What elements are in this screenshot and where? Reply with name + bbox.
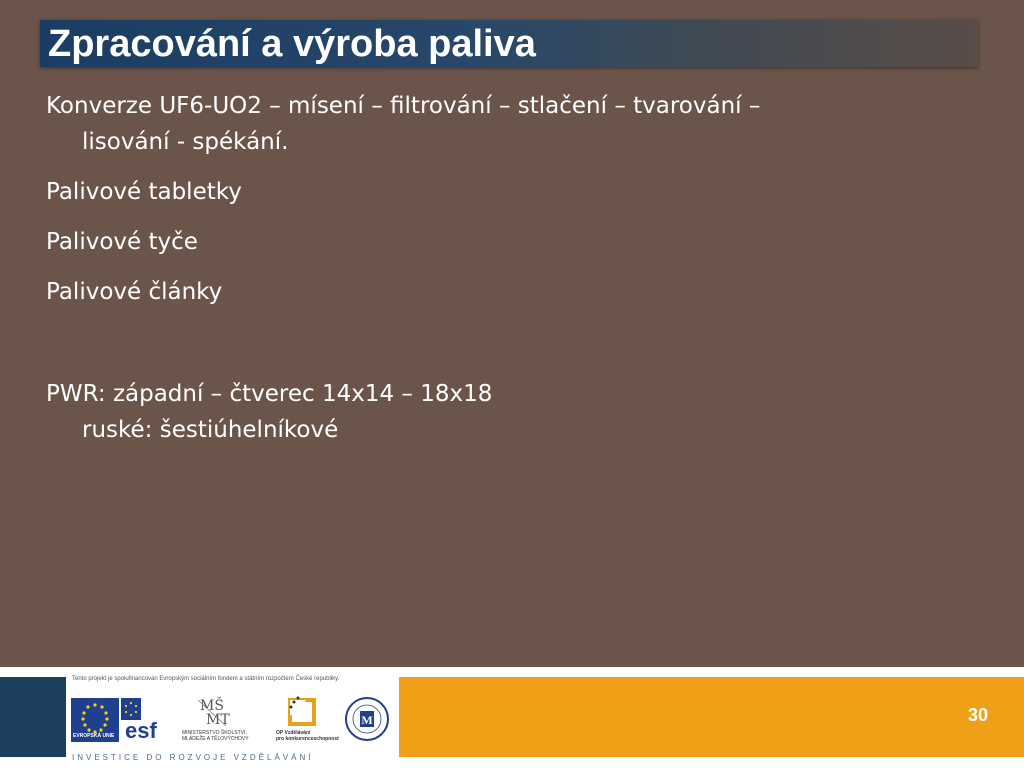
- eu-logo-caption: EVROPSKÁ UNIE: [73, 733, 115, 739]
- op-logo-caption: [276, 730, 339, 742]
- bullet-4: Palivové články: [46, 279, 223, 305]
- op-caption-line-2: pro konkurenceschopnost: [276, 736, 339, 742]
- bullet-3: Palivové tyče: [46, 229, 198, 255]
- op-caption-line-1: OP Vzdělávání: [276, 730, 311, 736]
- msmt-caption-line-1: MINISTERSTVO ŠKOLSTVÍ,: [182, 730, 247, 736]
- bullet-1-line-1: Konverze UF6-UO2 – mísení – filtrování – stlačení – tvarování –: [46, 93, 761, 119]
- bullet-2: Palivové tabletky: [46, 179, 242, 205]
- slide-title: Zpracování a výroba paliva: [48, 23, 536, 65]
- investice-tagline: INVESTICE DO ROZVOJE VZDĚLÁVÁNÍ: [72, 753, 314, 762]
- footer-blue-block: [0, 677, 66, 757]
- svg-text:MT: MT: [206, 712, 230, 728]
- svg-text:esf: esf: [125, 718, 157, 742]
- bullet-5-line-1: PWR: západní – čtverec 14x14 – 18x18: [46, 381, 493, 407]
- slide-content: [46, 88, 1006, 448]
- page-number: 30: [967, 705, 988, 725]
- msmt-caption-line-2: MLÁDEŽE A TĚLOVÝCHOVY: [182, 736, 249, 742]
- svg-text:MŠ: MŠ: [200, 698, 224, 714]
- bullet-1-line-2: lisování - spékání.: [82, 129, 289, 155]
- esf-logo: [121, 698, 165, 742]
- funding-note: Tento projekt je spolufinancován Evropským sociálním fondem a státním rozpočtem České republiky.: [72, 676, 340, 682]
- university-seal-logo: [344, 692, 390, 746]
- bullet-5-line-2: ruské: šestiúhelníkové: [82, 417, 339, 443]
- msmt-logo-caption: [182, 730, 249, 742]
- svg-text:M: M: [361, 713, 373, 727]
- footer-orange-band: [399, 677, 1024, 757]
